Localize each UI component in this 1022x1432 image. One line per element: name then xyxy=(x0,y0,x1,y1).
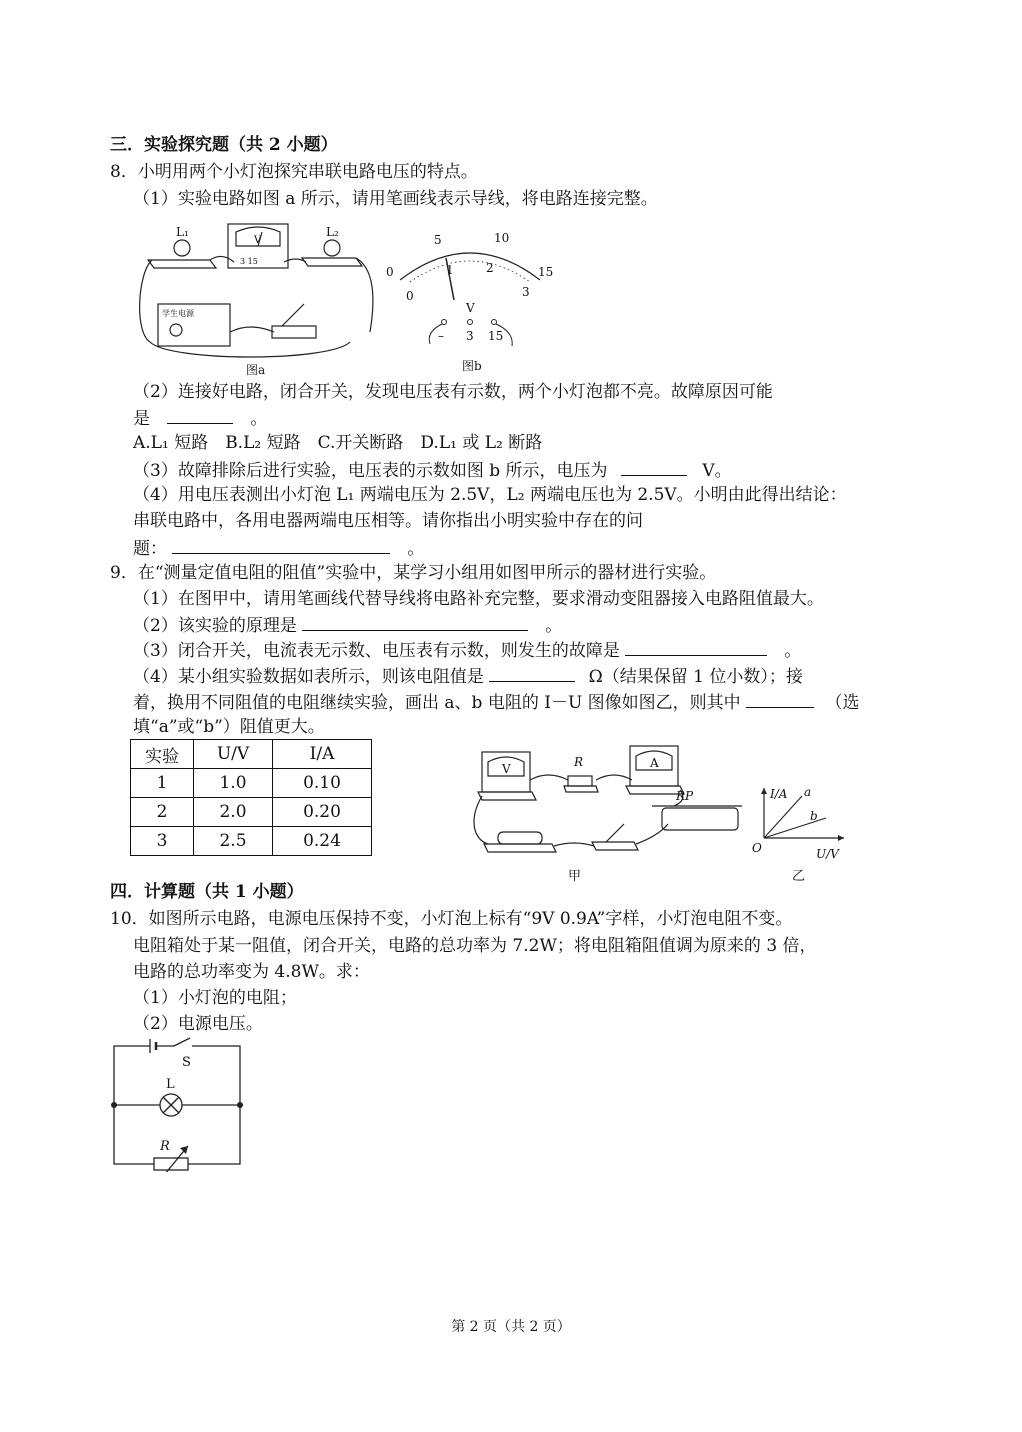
table-cell: 1.0 xyxy=(194,769,273,798)
section-4-title: 四．计算题（共 1 小题） xyxy=(110,882,304,902)
q8-part3 xyxy=(133,457,732,483)
lamp-label: L xyxy=(166,1077,175,1092)
terminal-3: 3 xyxy=(466,329,474,343)
origin-label: O xyxy=(752,841,762,855)
q10-line2: 电阻箱处于某一阻值，闭合开关，电路的总功率为 7.2W；将电阻箱阻值调为原来的 3 倍， xyxy=(133,936,817,956)
resistor-label: R xyxy=(574,755,584,769)
q9-part4-resistance-blank[interactable] xyxy=(489,663,575,682)
l2-bulb xyxy=(324,240,340,256)
q8-part4-line3: 题： 。 xyxy=(133,535,424,561)
q10-part1: （1）小灯泡的电阻； xyxy=(133,988,297,1008)
figure-a-circuit xyxy=(130,212,390,377)
meter-scale-label: 3 15 xyxy=(240,257,258,266)
outer-scale-5: 5 xyxy=(434,233,442,247)
l1-base xyxy=(148,260,216,268)
table-cell: 2.0 xyxy=(194,798,273,827)
inner-scale-0: 0 xyxy=(406,289,414,303)
voltmeter-label: V xyxy=(502,762,511,776)
table-row xyxy=(131,769,372,798)
l2-label: L₂ xyxy=(326,225,339,239)
q8-part2-line2: 是 。 xyxy=(133,405,267,431)
q8-part4-blank[interactable] xyxy=(172,535,390,554)
rheostat-coil xyxy=(662,808,738,830)
q8-part4-line2: 串联电路中，各用电器两端电压相等。请你指出小明实验中存在的问 xyxy=(133,511,643,531)
table-header-cell: 实验 xyxy=(131,740,194,769)
q9-part3: （3）闭合开关，电流表无示数、电压表有示数，则发生的故障是 。 xyxy=(133,637,801,663)
q10-line1: 10．如图所示电路，电源电压保持不变，小灯泡上标有“9V 0.9A”字样，小灯泡电阻不变。 xyxy=(110,909,793,929)
x-axis-label: U/V xyxy=(816,847,839,861)
q10-part2: （2）电源电压。 xyxy=(133,1014,263,1034)
q9-part4-text4: （选 xyxy=(825,693,860,713)
q8-part2-prefix: 是 xyxy=(133,409,150,429)
table-header-cell: U/V xyxy=(194,740,273,769)
q8-part2-blank[interactable] xyxy=(167,405,233,424)
q9-part4-line2 xyxy=(133,689,860,715)
inner-scale-3: 3 xyxy=(522,285,530,299)
resistor-r xyxy=(568,776,592,786)
resistor-box-symbol xyxy=(154,1158,188,1170)
table-cell: 0.20 xyxy=(273,798,372,827)
q9-part4-choice-blank[interactable] xyxy=(746,689,814,708)
battery-holder xyxy=(484,844,556,852)
y-axis-label: I/A xyxy=(770,787,788,801)
table-cell: 0.24 xyxy=(273,827,372,856)
table-header-row xyxy=(131,740,372,769)
l1-label: L₁ xyxy=(176,225,189,239)
q8-part1: （1）实验电路如图 a 所示，请用笔画线表示导线，将电路连接完整。 xyxy=(133,189,658,209)
q8-part3-unit: V。 xyxy=(702,461,732,481)
figure-a-caption: 图a xyxy=(246,363,266,377)
inner-scale-1: 1 xyxy=(446,263,454,277)
table-cell: 3 xyxy=(131,827,194,856)
terminal-15: 15 xyxy=(488,329,504,343)
q8-options: A.L₁ 短路 B.L₂ 短路 C.开关断路 D.L₁ 或 L₂ 断路 xyxy=(133,433,543,453)
inner-scale-2: 2 xyxy=(486,261,494,275)
table-row xyxy=(131,827,372,856)
q9-part2: （2）该实验的原理是 。 xyxy=(133,612,562,638)
figure-b-voltmeter-dial xyxy=(382,228,562,376)
figure-yi-caption: 乙 xyxy=(792,869,806,884)
meter-v-label: V xyxy=(254,235,262,246)
q9-stem: 9．在“测量定值电阻的阻值”实验中，某学习小组用如图甲所示的器材进行实验。 xyxy=(110,563,717,583)
wire-ps-switch xyxy=(230,327,274,332)
q9-part2-text: （2）该实验的原理是 xyxy=(133,616,297,636)
resistor-label: R xyxy=(160,1139,170,1154)
figure-b-caption: 图b xyxy=(462,359,482,373)
table-row xyxy=(131,798,372,827)
q9-part4-line3: 填“a”或“b”）阻值更大。 xyxy=(133,717,325,737)
table-cell: 1 xyxy=(131,769,194,798)
q9-part4-text2: Ω（结果保留 1 位小数）；接 xyxy=(588,667,803,687)
q9-part1: （1）在图甲中，请用笔画线代替导线将电路补充完整，要求滑动变阻器接入电路阻值最大。 xyxy=(133,589,824,609)
terminal-negative: – xyxy=(438,329,444,343)
q9-part3-blank[interactable] xyxy=(625,637,767,656)
knife-switch xyxy=(272,326,316,338)
l2-base xyxy=(302,258,362,266)
rheostat-label: RP xyxy=(676,789,694,803)
q8-part4-prefix: 题： xyxy=(133,539,167,559)
q9-data-table xyxy=(130,739,372,856)
q10-line3: 电路的总功率变为 4.8W。求： xyxy=(133,962,370,982)
outer-scale-0: 0 xyxy=(386,265,394,279)
page-footer: 第 2 页（共 2 页） xyxy=(451,1319,571,1335)
l1-bulb xyxy=(174,240,190,256)
wire-l1-meter xyxy=(210,256,234,262)
outer-scale-10: 10 xyxy=(494,231,510,245)
power-supply-label: 学生电源 xyxy=(162,309,194,318)
q10-circuit-diagram xyxy=(104,1036,254,1172)
table-cell: 0.10 xyxy=(273,769,372,798)
q8-stem: 8．小明用两个小灯泡探究串联电路电压的特点。 xyxy=(110,162,478,182)
line-a-label: a xyxy=(804,785,812,799)
q8-part2-line1: （2）连接好电路，闭合开关，发现电压表有示数，两个小灯泡都不亮。故障原因可能 xyxy=(133,382,773,402)
figure-jia-apparatus xyxy=(468,740,758,885)
table-cell: 2.5 xyxy=(194,827,273,856)
section-3-title: 三．实验探究题（共 2 小题） xyxy=(110,135,338,155)
ammeter-label: A xyxy=(650,756,659,770)
figure-jia-caption: 甲 xyxy=(568,869,582,884)
q9-part2-blank[interactable] xyxy=(302,612,528,631)
wire-l2-right xyxy=(356,258,373,332)
switch-base xyxy=(592,842,638,850)
q9-part4-line1 xyxy=(133,663,803,689)
q9-part4-text3: 着，换用不同阻值的电阻继续实验，画出 a、b 电阻的 I－U 图像如图乙，则其中 xyxy=(133,693,741,713)
q8-part3-text: （3）故障排除后进行实验，电压表的示数如图 b 所示，电压为 xyxy=(133,461,608,481)
table-header-cell: I/A xyxy=(273,740,372,769)
switch-blade xyxy=(174,1038,190,1046)
outer-scale-15: 15 xyxy=(538,265,554,279)
line-b-label: b xyxy=(810,809,818,823)
q8-part3-blank[interactable] xyxy=(621,457,687,476)
dial-unit-v: V xyxy=(466,301,475,315)
q9-part3-text: （3）闭合开关，电流表无示数、电压表有示数，则发生的故障是 xyxy=(133,641,620,661)
q9-part4-text: （4）某小组实验数据如表所示，则该电阻值是 xyxy=(133,667,484,687)
switch-label: S xyxy=(182,1055,191,1070)
table-cell: 2 xyxy=(131,798,194,827)
q8-part4-line1: （4）用电压表测出小灯泡 L₁ 两端电压为 2.5V，L₂ 两端电压也为 2.5V。小明由此得出结论： xyxy=(133,485,847,505)
figure-yi-iu-graph xyxy=(748,782,848,886)
